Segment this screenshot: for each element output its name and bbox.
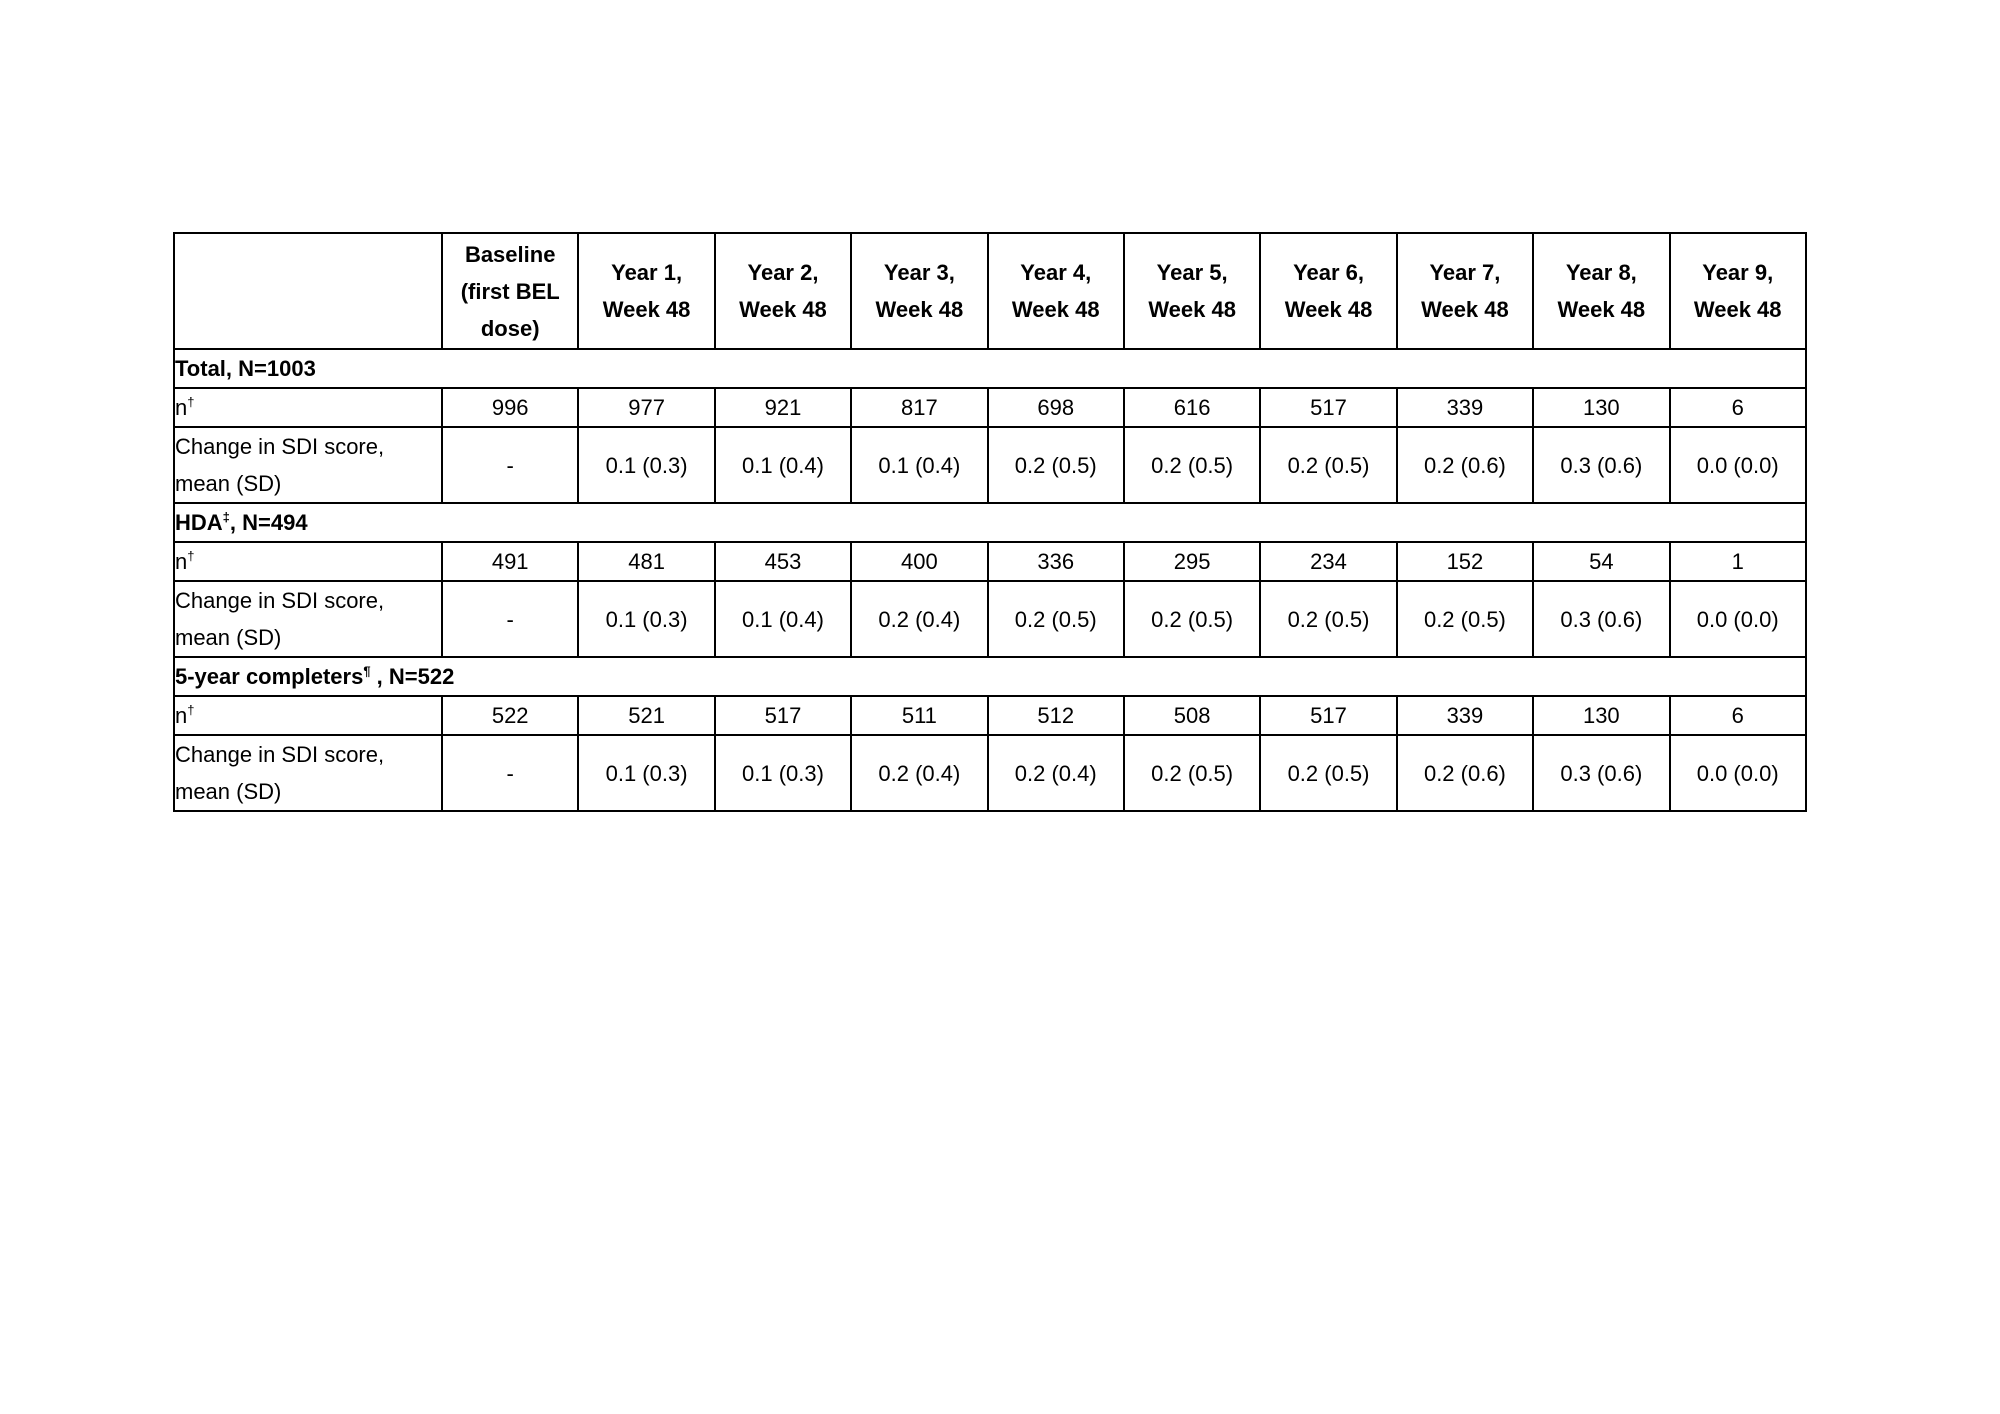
row-label-footnote-mark: † — [187, 548, 195, 564]
section-title-row — [174, 657, 1806, 696]
column-header-line: Year 4, — [1020, 260, 1092, 285]
section-title-footnote-mark: ¶ — [363, 663, 371, 679]
n-value-cell: 517 — [715, 696, 851, 735]
n-value-cell: 512 — [988, 696, 1124, 735]
row-label-line: mean (SD) — [175, 471, 282, 496]
row-label-n — [174, 388, 442, 427]
column-header-line: Year 8, — [1565, 260, 1637, 285]
row-label-line: Change in SDI score, — [175, 742, 385, 767]
n-value-cell: 130 — [1533, 696, 1669, 735]
change-value-cell: 0.2 (0.5) — [1260, 735, 1396, 811]
change-value-cell: 0.1 (0.3) — [715, 735, 851, 811]
n-value-cell: 453 — [715, 542, 851, 581]
change-value-cell: - — [442, 581, 578, 657]
column-header-line: Year 2, — [747, 260, 819, 285]
column-header — [1670, 233, 1806, 349]
table-row-n — [174, 388, 1806, 427]
table-row-change — [174, 735, 1806, 811]
n-value-cell: 295 — [1124, 542, 1260, 581]
change-value-cell: 0.2 (0.5) — [1260, 427, 1396, 503]
n-value-cell: 521 — [578, 696, 714, 735]
sdi-change-table — [173, 232, 1807, 812]
row-label-change — [174, 735, 442, 811]
section-title-main: 5-year completers — [175, 664, 364, 689]
change-value-cell: 0.3 (0.6) — [1533, 581, 1669, 657]
row-label-n — [174, 696, 442, 735]
row-label-footnote-mark: † — [187, 702, 195, 718]
column-header — [442, 233, 578, 349]
column-header — [1397, 233, 1533, 349]
n-value-cell: 996 — [442, 388, 578, 427]
column-header — [851, 233, 987, 349]
row-label-text: n — [175, 703, 188, 728]
change-value-cell: 0.2 (0.5) — [1124, 427, 1260, 503]
n-value-cell: 400 — [851, 542, 987, 581]
section-title-footnote-mark: ‡ — [222, 509, 230, 525]
change-value-cell: 0.1 (0.3) — [578, 735, 714, 811]
n-value-cell: 517 — [1260, 388, 1396, 427]
change-value-cell: 0.1 (0.3) — [578, 427, 714, 503]
change-value-cell: 0.3 (0.6) — [1533, 427, 1669, 503]
table-row-change — [174, 427, 1806, 503]
table-row-n — [174, 696, 1806, 735]
column-header-line: Week 48 — [1011, 297, 1100, 322]
column-header — [1124, 233, 1260, 349]
table-row-n — [174, 542, 1806, 581]
column-header-line: Week 48 — [1421, 297, 1509, 322]
n-value-cell: 54 — [1533, 542, 1669, 581]
n-value-cell: 698 — [988, 388, 1124, 427]
row-label-line: Change in SDI score, — [175, 434, 385, 459]
section-title — [174, 503, 1806, 542]
change-value-cell: 0.1 (0.4) — [715, 581, 851, 657]
n-value-cell: 817 — [851, 388, 987, 427]
column-header-line: Year 9, — [1702, 260, 1774, 285]
change-value-cell: 0.2 (0.6) — [1397, 427, 1533, 503]
change-value-cell: 0.2 (0.4) — [988, 735, 1124, 811]
column-header-line: Year 5, — [1156, 260, 1228, 285]
n-value-cell: 517 — [1260, 696, 1396, 735]
n-value-cell: 234 — [1260, 542, 1396, 581]
change-value-cell: 0.1 (0.4) — [851, 427, 987, 503]
column-header-line: Week 48 — [1284, 297, 1373, 322]
row-label-line: mean (SD) — [175, 779, 282, 804]
n-value-cell: 152 — [1397, 542, 1533, 581]
column-header-line: Year 6, — [1293, 260, 1365, 285]
change-value-cell: 0.2 (0.5) — [1260, 581, 1396, 657]
section-title-main: HDA — [175, 510, 223, 535]
row-label-n — [174, 542, 442, 581]
change-value-cell: 0.2 (0.6) — [1397, 735, 1533, 811]
column-header-line: (first BEL — [460, 278, 560, 304]
change-value-cell: 0.2 (0.4) — [851, 581, 987, 657]
section-title-count: , N=494 — [229, 510, 308, 535]
n-value-cell: 6 — [1670, 696, 1806, 735]
column-header-line: Week 48 — [1557, 297, 1646, 322]
change-value-cell: 0.0 (0.0) — [1670, 427, 1806, 503]
column-header-line: Year 3, — [883, 260, 955, 285]
change-value-cell: 0.2 (0.5) — [988, 427, 1124, 503]
section-title — [174, 657, 1806, 696]
n-value-cell: 508 — [1124, 696, 1260, 735]
row-label-line: Change in SDI score, — [175, 588, 385, 613]
n-value-cell: 511 — [851, 696, 987, 735]
n-value-cell: 339 — [1397, 388, 1533, 427]
column-header — [988, 233, 1124, 349]
change-value-cell: 0.3 (0.6) — [1533, 735, 1669, 811]
column-header — [715, 233, 851, 349]
row-label-text: n — [175, 395, 188, 420]
column-header-line: Week 48 — [602, 297, 691, 322]
n-value-cell: 977 — [578, 388, 714, 427]
change-value-cell: - — [442, 427, 578, 503]
n-value-cell: 522 — [442, 696, 578, 735]
column-header-line: Baseline — [464, 241, 556, 267]
change-value-cell: 0.1 (0.4) — [715, 427, 851, 503]
row-label-text: n — [175, 549, 188, 574]
n-value-cell: 6 — [1670, 388, 1806, 427]
row-label-footnote-mark: † — [187, 394, 195, 410]
change-value-cell: 0.0 (0.0) — [1670, 581, 1806, 657]
change-value-cell: 0.2 (0.4) — [851, 735, 987, 811]
row-label-change — [174, 427, 442, 503]
column-header-line: Week 48 — [1693, 297, 1782, 322]
change-value-cell: 0.2 (0.5) — [1124, 581, 1260, 657]
header-corner-cell — [174, 233, 442, 349]
change-value-cell: 0.2 (0.5) — [988, 581, 1124, 657]
column-header-line: Week 48 — [875, 297, 964, 322]
change-value-cell: 0.1 (0.3) — [578, 581, 714, 657]
column-header — [578, 233, 714, 349]
column-header-line: Week 48 — [1148, 297, 1236, 322]
table-body — [174, 349, 1806, 811]
change-value-cell: 0.0 (0.0) — [1670, 735, 1806, 811]
n-value-cell: 616 — [1124, 388, 1260, 427]
section-title-row — [174, 503, 1806, 542]
table-row-change — [174, 581, 1806, 657]
change-value-cell: 0.2 (0.5) — [1397, 581, 1533, 657]
column-header — [1260, 233, 1396, 349]
column-header-line: Year 1, — [611, 260, 683, 285]
section-title — [174, 349, 1806, 388]
n-value-cell: 1 — [1670, 542, 1806, 581]
n-value-cell: 921 — [715, 388, 851, 427]
column-header-line: Week 48 — [739, 297, 827, 322]
column-header-line: dose) — [480, 315, 540, 341]
table-header-row — [174, 233, 1806, 349]
change-value-cell: - — [442, 735, 578, 811]
column-header — [1533, 233, 1669, 349]
column-header-line: Year 7, — [1429, 260, 1501, 285]
n-value-cell: 336 — [988, 542, 1124, 581]
section-title-row — [174, 349, 1806, 388]
row-label-change — [174, 581, 442, 657]
n-value-cell: 491 — [442, 542, 578, 581]
row-label-line: mean (SD) — [175, 625, 282, 650]
section-title-main: Total, N=1003 — [175, 356, 316, 381]
section-title-count: , N=522 — [370, 664, 455, 689]
change-value-cell: 0.2 (0.5) — [1124, 735, 1260, 811]
n-value-cell: 481 — [578, 542, 714, 581]
n-value-cell: 339 — [1397, 696, 1533, 735]
n-value-cell: 130 — [1533, 388, 1669, 427]
